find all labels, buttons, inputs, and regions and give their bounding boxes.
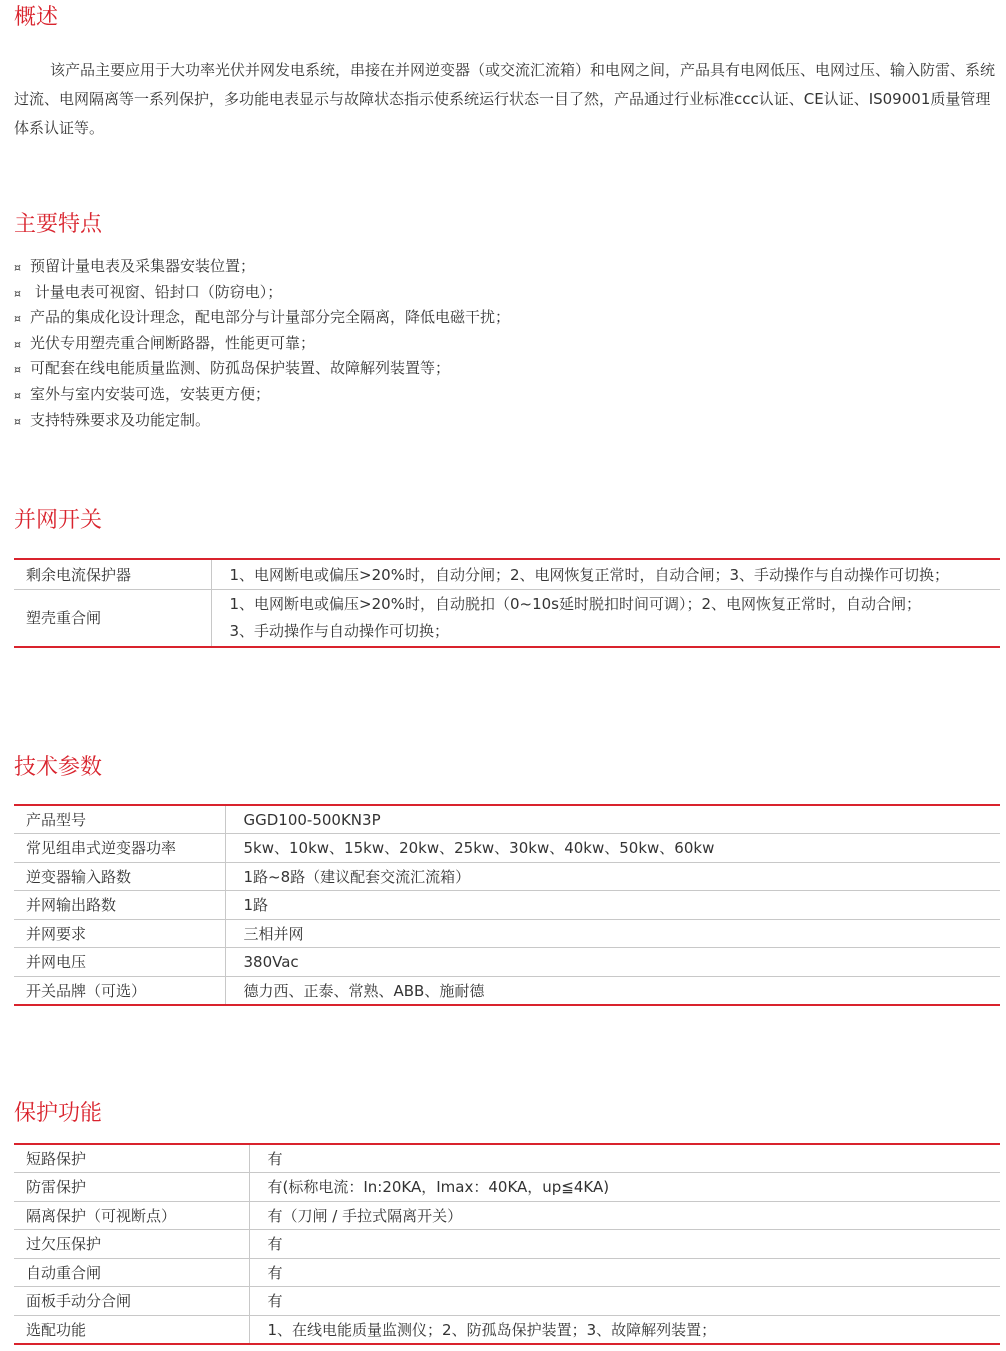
row-key: 并网要求 [14,919,225,948]
row-key: 塑壳重合闸 [14,589,211,647]
table-row [14,1315,1000,1344]
row-value: GGD100-500KN3P [225,805,1000,834]
table-row [14,834,1000,863]
protection-title: 保护功能 [14,1101,103,1126]
row-key: 产品型号 [14,805,225,834]
list-item: ¤ 支持特殊要求及功能定制。 [14,408,510,434]
row-value: 有(标称电流：In:20KA，Imax：40KA，up≦4KA) [249,1173,1000,1202]
table-row [14,1201,1000,1230]
table-row [14,976,1000,1005]
protection-table [14,1143,1000,1345]
bullet-icon: ¤ [14,388,21,402]
overview-title: 概述 [14,5,59,30]
grid-switch-table [14,558,1000,648]
bullet-icon: ¤ [14,337,21,351]
row-key: 并网输出路数 [14,891,225,920]
row-key: 常见组串式逆变器功率 [14,834,225,863]
bullet-icon: ¤ [14,363,21,377]
row-key: 开关品牌（可选） [14,976,225,1005]
row-value: 有（刀闸 / 手拉式隔离开关） [249,1201,1000,1230]
list-item: ¤ 产品的集成化设计理念，配电部分与计量部分完全隔离，降低电磁干扰； [14,305,510,331]
grid-switch-title: 并网开关 [14,508,103,533]
table-row [14,891,1000,920]
row-value: 有 [249,1230,1000,1259]
row-value: 三相并网 [225,919,1000,948]
list-item: ¤ 计量电表可视窗、铅封口（防窃电）； [14,280,510,306]
table-row [14,862,1000,891]
list-item: ¤ 室外与室内安装可选，安装更方便； [14,382,510,408]
row-value: 1路~8路（建议配套交流汇流箱） [225,862,1000,891]
row-value: 1、在线电能质量监测仪；2、防孤岛保护装置；3、故障解列装置； [267,1320,717,1339]
table-row [14,1173,1000,1202]
row-value [211,589,1000,647]
tech-params-title: 技术参数 [14,755,103,780]
list-item: ¤ 可配套在线电能质量监测、防孤岛保护装置、故障解列装置等； [14,356,510,382]
table-row [14,589,1000,647]
row-key: 自动重合闸 [14,1258,249,1287]
row-value: 380Vac [225,948,1000,977]
list-item: ¤ 光伏专用塑壳重合闸断路器，性能更可靠； [14,331,510,357]
row-value: 有 [249,1287,1000,1316]
tech-params-table [14,804,1000,1006]
row-value-line: 3、手动操作与自动操作可切换； [229,621,450,640]
row-key: 过欠压保护 [14,1230,249,1259]
row-key: 并网电压 [14,948,225,977]
list-item: ¤ 预留计量电表及采集器安装位置； [14,254,510,280]
table-row [14,1230,1000,1259]
row-value: 德力西、正泰、常熟、ABB、施耐德 [243,981,485,1000]
row-key: 面板手动分合闸 [14,1287,249,1316]
row-key: 选配功能 [14,1315,249,1344]
features-title: 主要特点 [14,212,103,237]
row-key: 防雷保护 [14,1173,249,1202]
row-value: 有 [249,1258,1000,1287]
row-key: 隔离保护（可视断点） [14,1201,249,1230]
bullet-icon: ¤ [14,261,21,274]
overview-text: 该产品主要应用于大功率光伏并网发电系统，串接在并网逆变器（或交流汇流箱）和电网之间，产品具有电网低压、电网过压、输入防雷、系统过流、电网隔离等一系列保护，多功能电表显示与故障状态指示使系统运行状态一目了然，产品通过行业标准ccc认证、CE认证、IS09001质量管理体系认证等。 [14,61,996,137]
row-value-line: 1、电网断电或偏压>20%时，自动脱扣（0~10s延时脱扣时间可调）；2、电网恢复正常时，自动合闸； [229,594,922,613]
table-row [14,805,1000,834]
row-value: 5kw、10kw、15kw、20kw、25kw、30kw、40kw、50kw、60kw [225,834,1000,863]
table-row [14,559,1000,589]
row-key: 短路保护 [14,1144,249,1173]
row-value: 有 [249,1144,1000,1173]
table-row [14,1258,1000,1287]
table-row [14,919,1000,948]
bullet-icon: ¤ [14,414,21,428]
row-value: 1、电网断电或偏压>20%时，自动分闸；2、电网恢复正常时，自动合闸；3、手动操作与自动操作可切换； [211,559,1000,589]
table-row [14,1287,1000,1316]
row-key: 剩余电流保护器 [14,559,211,589]
features-list [14,254,510,433]
bullet-icon: ¤ [14,286,21,300]
row-value: 1路 [225,891,1000,920]
row-key: 逆变器输入路数 [14,862,225,891]
table-row [14,948,1000,977]
table-row [14,1144,1000,1173]
bullet-icon: ¤ [14,312,21,326]
